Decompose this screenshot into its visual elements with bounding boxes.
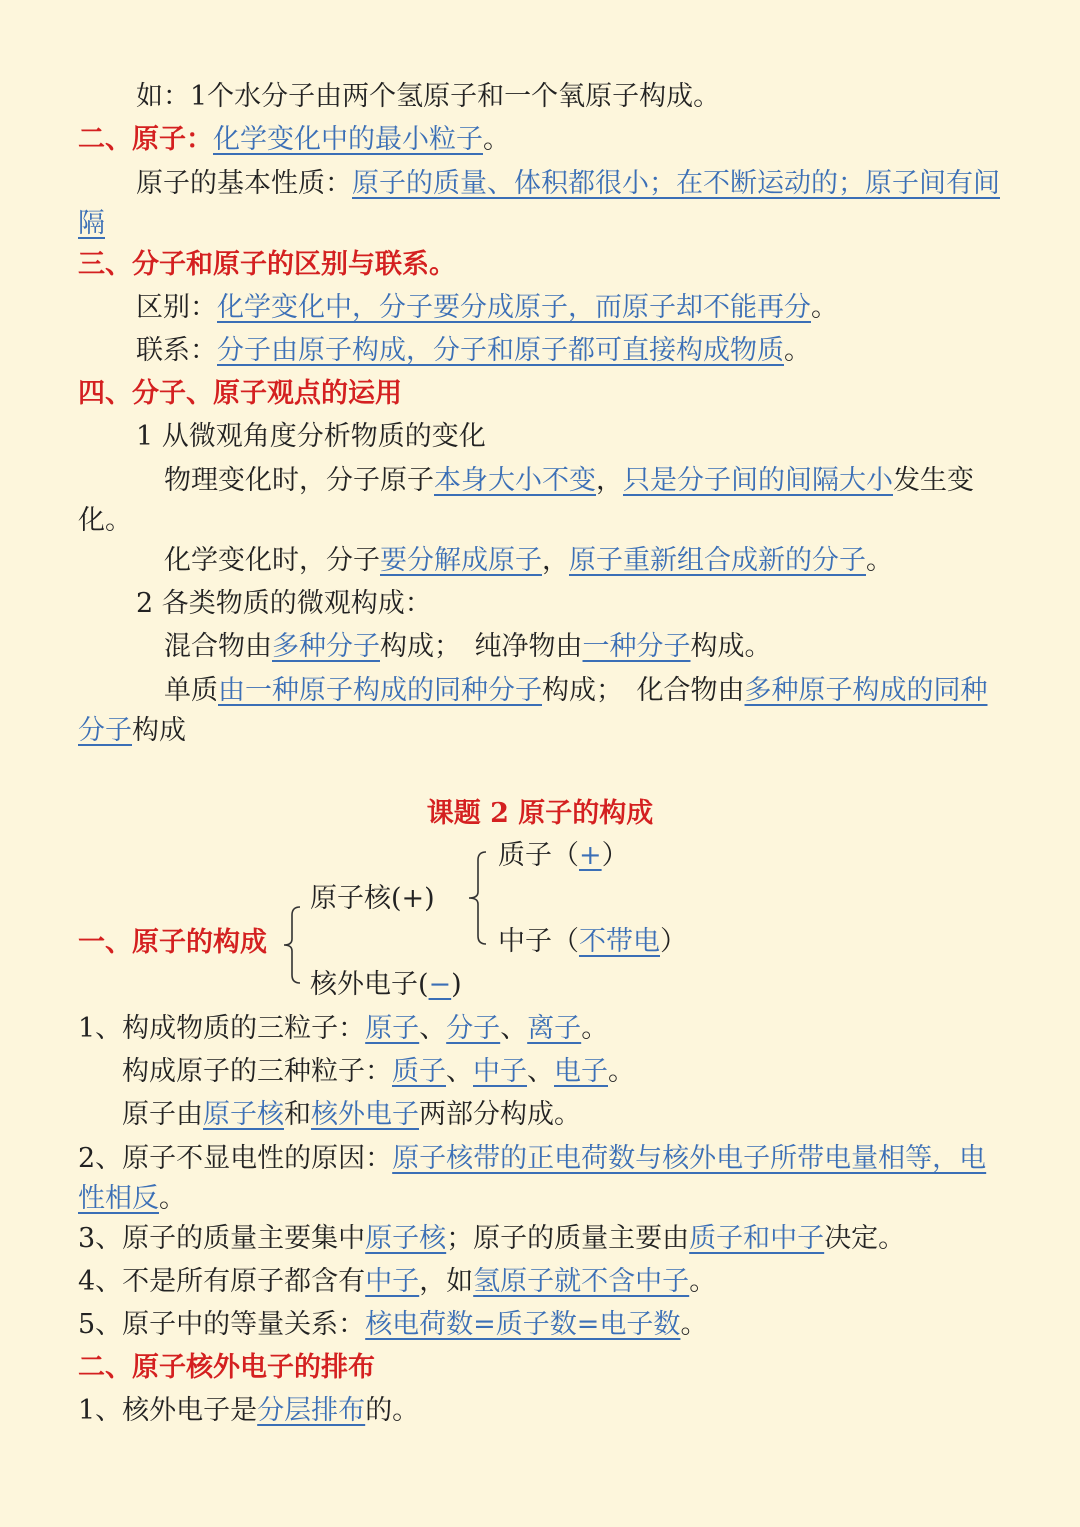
text: 和 (284, 1099, 311, 1130)
text: ；原子的质量主要由 (446, 1223, 690, 1254)
text: ) (451, 969, 462, 1000)
answer-text: 多种分子 (272, 631, 380, 662)
answer-text: 氢原子就不含中子 (473, 1266, 690, 1297)
text: 质子（ (498, 840, 579, 871)
text: ） (601, 840, 629, 871)
text: 构成 (132, 715, 186, 746)
heading-text: 二、原子核外电子的排布 (78, 1352, 375, 1383)
text-line (78, 1263, 1010, 1301)
heading-difference (78, 246, 1010, 284)
answer-text: 质子和中子 (689, 1223, 825, 1254)
text-line (78, 1053, 1010, 1091)
answer-text: 分子 (446, 1013, 501, 1044)
text-line (78, 671, 1010, 751)
answer-text: 离子 (527, 1013, 582, 1044)
text-line (78, 1096, 1010, 1134)
answer-text: 原子核 (203, 1099, 284, 1130)
answer-text: 不带电 (579, 926, 660, 957)
text: 。 (784, 335, 811, 366)
text: 原子核(+) (310, 883, 435, 914)
text: 原子由 (122, 1099, 203, 1130)
left-brace-icon (282, 905, 306, 985)
answer-text: 要分解成原子 (380, 545, 542, 576)
text: 的。 (365, 1395, 420, 1426)
text-line (78, 164, 1010, 244)
text: 。 (680, 1309, 708, 1340)
text: 4、不是所有原子都含有 (78, 1266, 366, 1297)
answer-text: 化学变化中的最小粒子 (213, 124, 483, 155)
heading-text: 三、分子和原子的区别与联系。 (78, 249, 456, 280)
heading-text: 二、原子： (78, 124, 213, 155)
text: 单质 (164, 675, 218, 706)
structure-heading (78, 924, 267, 962)
answer-text: 由一种原子构成的同种分子 (218, 675, 542, 706)
answer-text: 分子由原子构成，分子和原子都可直接构成物质 (217, 335, 784, 366)
proton-label (498, 837, 629, 875)
text: 化学变化时，分子 (164, 545, 380, 576)
text-line (78, 461, 1010, 541)
text-line (78, 332, 1010, 370)
title-text: 课题 2 原子的构成 (426, 798, 654, 829)
text: ， (542, 545, 569, 576)
heading-application (78, 375, 1010, 413)
answer-text: 原子 (365, 1013, 420, 1044)
text: 。 (608, 1056, 635, 1087)
neutron-label (498, 923, 687, 961)
text: 。 (689, 1266, 717, 1297)
text-line (78, 1010, 1010, 1048)
text: 混合物由 (164, 631, 272, 662)
text-line (78, 585, 1010, 623)
answer-text: 原子核带的正电荷数与核外电子所带电量相等，电性相反 (78, 1143, 987, 1214)
answer-text: 只是分子间的间隔大小 (623, 465, 893, 496)
text: 联系： (136, 335, 217, 366)
answer-text: 化学变化中，分子要分成原子，而原子却不能再分 (217, 292, 811, 323)
text: 。 (811, 292, 838, 323)
left-brace-icon (466, 850, 492, 946)
answer-text: 核外电子 (311, 1099, 419, 1130)
text-line (78, 289, 1010, 327)
answer-text: 多种原子构成的同种分子 (78, 675, 988, 746)
text-line (78, 542, 1010, 580)
nucleus-label (310, 880, 435, 918)
text-line (78, 1392, 1010, 1430)
answer-text: 原子重新组合成新的分子 (569, 545, 866, 576)
text: 1、构成物质的三粒子： (78, 1013, 366, 1044)
text: 、 (500, 1013, 528, 1044)
heading-atom (78, 121, 1010, 159)
text: 。 (581, 1013, 609, 1044)
answer-text: 分层排布 (257, 1395, 366, 1426)
text: 。 (159, 1183, 186, 1214)
answer-text: 中子 (365, 1266, 420, 1297)
text-line (78, 1306, 1010, 1344)
text: 决定。 (824, 1223, 906, 1254)
text: 、 (446, 1056, 473, 1087)
text: 1、核外电子是 (78, 1395, 258, 1426)
text: ，如 (419, 1266, 474, 1297)
text: 1 从微观角度分析物质的变化 (136, 421, 486, 452)
text: 构成； 纯净物由 (380, 631, 583, 662)
text-line (78, 1220, 1010, 1258)
heading-electron-arrangement (78, 1349, 1010, 1387)
text: 区别： (136, 292, 217, 323)
heading-text: 一、原子的构成 (78, 927, 267, 958)
text: ） (660, 926, 687, 957)
answer-text: − (428, 969, 452, 1000)
text: 。 (483, 124, 510, 155)
text: 、 (527, 1056, 554, 1087)
text: 核外电子( (310, 969, 429, 1000)
text: 物理变化时，分子原子 (164, 465, 434, 496)
text-line (78, 418, 1010, 456)
section-title (0, 795, 1080, 833)
text: 构成原子的三种粒子： (122, 1056, 392, 1087)
answer-text: 中子 (473, 1056, 527, 1087)
text: 构成。 (690, 631, 772, 662)
answer-text: 质子 (392, 1056, 446, 1087)
text: 原子的基本性质： (136, 168, 352, 199)
answer-text: 本身大小不变 (434, 465, 596, 496)
answer-text: 一种分子 (582, 631, 691, 662)
text: 、 (419, 1013, 447, 1044)
text: 。 (866, 545, 893, 576)
answer-text: 电子 (554, 1056, 608, 1087)
text: 2、原子不显电性的原因： (78, 1143, 393, 1174)
answer-text: 核电荷数=质子数=电子数 (365, 1309, 681, 1340)
answer-text: + (579, 840, 602, 871)
text: 发生变化。 (78, 465, 974, 536)
answer-text: 原子的质量、体积都很小；在不断运动的；原子间有间隔 (78, 168, 1000, 239)
electron-label (310, 966, 462, 1004)
text: 如：1个水分子由两个氢原子和一个氧原子构成。 (136, 81, 721, 112)
heading-text: 四、分子、原子观点的运用 (78, 378, 402, 409)
text: 2 各类物质的微观构成： (136, 588, 432, 619)
answer-text: 原子核 (365, 1223, 447, 1254)
text: 3、原子的质量主要集中 (78, 1223, 366, 1254)
text: 构成； 化合物由 (542, 675, 745, 706)
text: ， (596, 465, 623, 496)
text: 中子（ (498, 926, 579, 957)
text: 5、原子中的等量关系： (78, 1309, 366, 1340)
text-line (78, 628, 1010, 666)
text-line (78, 78, 1010, 116)
text: 两部分构成。 (419, 1099, 581, 1130)
text-line (78, 1139, 1010, 1219)
